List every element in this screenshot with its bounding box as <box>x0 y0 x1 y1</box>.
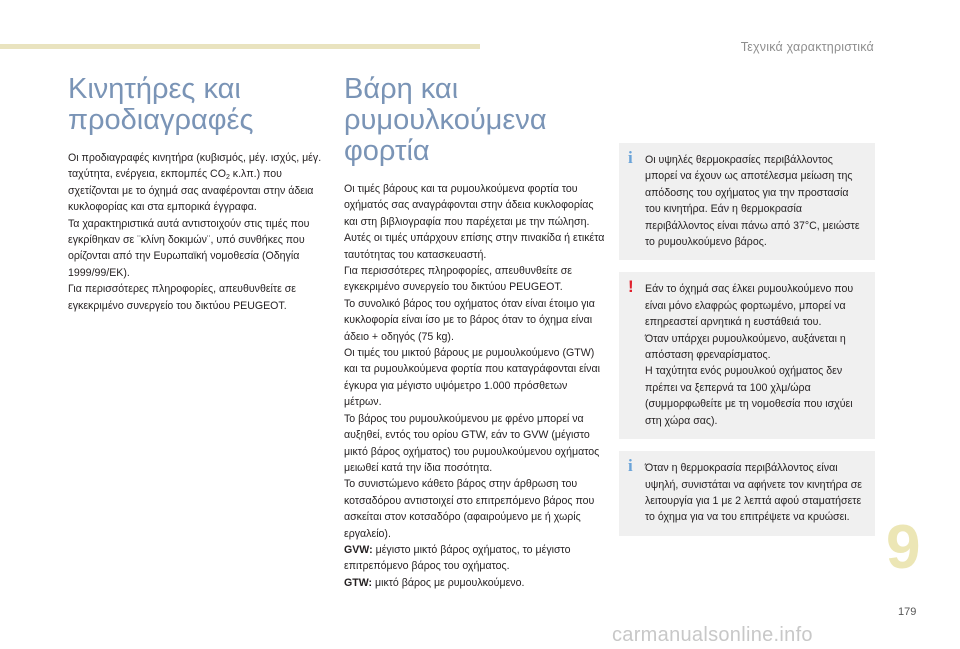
weights-title-line2: ρυμουλκούμενα φορτία <box>344 104 547 167</box>
info-notice-heat <box>619 143 875 260</box>
header-accent-bar <box>0 44 480 49</box>
engines-paragraph <box>68 150 330 216</box>
gtw-label: GTW: <box>344 576 373 589</box>
watermark: carmanualsonline.info <box>612 624 813 646</box>
chapter-number: 9 <box>886 513 921 582</box>
gvw-label: GVW: <box>344 543 373 556</box>
weights-paragraph: Αυτές οι τιμές υπάρχουν επίσης στην πινακίδα ή ετικέτα ταυτότητας του κατασκευαστή. <box>344 232 605 261</box>
engines-body <box>68 150 330 314</box>
gtw-text: μικτό βάρος με ρυμουλκούμενο. <box>372 576 525 589</box>
engines-section <box>68 74 330 314</box>
gtw-definition <box>344 575 606 591</box>
weights-paragraph: Το συνιστώμενο κάθετο βάρος στην άρθρωση του κοτσαδόρου αντιστοιχεί στο επιτρεπόμενο βάρος που ασκείται στον κοτσαδόρο (αφαιρούμενο με ή χωρίς εργαλείο). <box>344 478 595 540</box>
info-icon: i <box>628 148 633 167</box>
engines-paragraph: Τα χαρακτηριστικά αυτά αντιστοιχούν στις τιμές που εγκρίθηκαν σε ¨κλίνη δοκιμών¨, υπό συνθήκες που ορίζονται από την Ευρωπαϊκή νομοθεσία (Οδηγία 1999/99/ΕΚ). <box>68 217 310 279</box>
engines-section-title <box>68 74 330 136</box>
co2-subscript: 2 <box>225 174 230 182</box>
gvw-text: μέγιστο μικτό βάρος οχήματος, το μέγιστο επιτρεπόμενο βάρος του οχήματος. <box>344 543 571 573</box>
weights-section-title <box>344 74 606 167</box>
weights-paragraph: Για περισσότερες πληροφορίες, απευθυνθείτε σε εγκεκριμένο συνεργείο του δικτύου PEUGEOT. <box>344 265 573 294</box>
weights-section <box>344 74 606 591</box>
weights-title-line1: Βάρη και <box>344 73 459 105</box>
engines-title-line2: προδιαγραφές <box>68 104 254 136</box>
warning-notice-text: Όταν υπάρχει ρυμουλκούμενο, αυξάνεται η απόσταση φρεναρίσματος. <box>645 332 846 362</box>
notices-column <box>619 143 875 548</box>
weights-paragraph: Το βάρος του ρυμουλκούμενου με φρένο μπορεί να αυξηθεί, εντός του ορίου GTW, εάν το GVW (μέγιστο μικτό βάρος οχήματος) του ρυμουλκούμενου οχήματος μειωθεί κατά την ίδια ποσότητα. <box>344 412 600 474</box>
weights-body <box>344 181 606 591</box>
gvw-definition <box>344 542 606 575</box>
weights-paragraph: Οι τιμές βάρους και τα ρυμουλκούμενα φορτία του οχήματός σας αναγράφονται στην άδεια κυκλοφορίας και στη βιβλιογραφία που παρέχεται με την πώληση. <box>344 183 594 228</box>
warning-notice-text: Εάν το όχημά σας έλκει ρυμουλκούμενο που είναι μόνο ελαφρώς φορτωμένο, μπορεί να επηρεαστεί αρνητικά η ευστάθειά του. <box>645 283 854 329</box>
engines-p1-text: Οι προδιαγραφές κινητήρα (κυβισμός, μέγ. ισχύς, μέγ. ταχύτητα, ενέργεια, εκπομπές CO <box>68 152 322 181</box>
engines-title-line1: Κινητήρες και <box>68 73 241 105</box>
weights-paragraph: Το συνολικό βάρος του οχήματος όταν είναι έτοιμο για κυκλοφορία είναι ίσο με το βάρος όταν το όχημα είναι άδειο + οδηγός (75 kg). <box>344 297 595 343</box>
warning-notice-text: Η ταχύτητα ενός ρυμουλκού οχήματος δεν πρέπει να ξεπερνά τα 100 χλμ/ώρα (συμμορφωθείτε με τη νομοθεσία που ισχύει στη χώρα σας). <box>645 365 853 427</box>
info-notice-text: Οι υψηλές θερμοκρασίες περιβάλλοντος μπορεί να έχουν ως αποτέλεσμα μείωση της απόδοσης του οχήματος για την προστασία του κινητήρα. Εάν η θερμοκρασία περιβάλλοντος είναι πάνω από 37°C, μειώστε το ρυμουλκούμενο βάρος. <box>645 154 860 249</box>
chapter-header-title: Τεχνικά χαρακτηριστικά <box>740 40 874 54</box>
page-number: 179 <box>898 606 917 618</box>
info-notice-text: Όταν η θερμοκρασία περιβάλλοντος είναι υψηλή, συνιστάται να αφήνετε τον κινητήρα σε λειτουργία για 1 με 2 λεπτά αφού σταματήσετε το όχημα για να του επιτρέψετε να κρυώσει. <box>645 462 863 524</box>
warning-icon: ! <box>628 277 634 297</box>
info-notice-cooling <box>619 451 875 536</box>
engines-paragraph: Για περισσότερες πληροφορίες, απευθυνθείτε σε εγκεκριμένο συνεργείο του δικτύου PEUGEOT. <box>68 283 297 312</box>
weights-paragraph: Οι τιμές του μικτού βάρους με ρυμουλκούμενο (GTW) και τα ρυμουλκούμενα φορτία που καταγράφονται είναι έγκυρα για μέγιστο υψόμετρο 1.000 πρόσθετων μέτρων. <box>344 347 600 409</box>
engines-p1-text-end: κ.λπ.) που σχετίζονται με το όχημά σας αναφέρονται στην άδεια κυκλοφορίας και στα εμπορικά έγγραφα. <box>68 168 314 214</box>
info-icon: i <box>628 456 633 476</box>
warning-notice-towing <box>619 272 875 439</box>
